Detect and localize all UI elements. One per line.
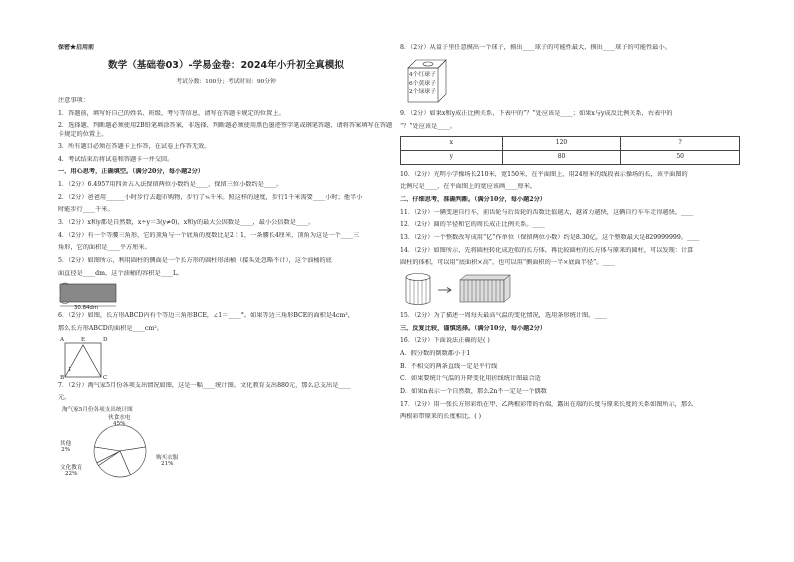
- section-heading: 二、仔细思考，准确判断。（满分10分，每小题2分）: [400, 195, 546, 203]
- option-c: C．如果要统计气温的升降变化用折线统计图最合适: [400, 375, 541, 383]
- proportion-table: [400, 136, 740, 165]
- table-cell: ?: [621, 136, 740, 150]
- section-heading: 三、反复比较，谨慎选择。（满分10分，每小题2分）: [400, 324, 546, 332]
- pie-label-name: 其他: [60, 441, 72, 448]
- table-cell: y: [401, 150, 503, 164]
- question-16: 16．（2分）下面说法正确的是( ): [400, 337, 490, 345]
- pie-slice-0: [94, 425, 145, 451]
- table-cell: 80: [502, 150, 621, 164]
- question-17: 17．（2分）用一张长方形彩纸在甲、乙两根彩带的右端，露出在端的长度与原来长度的关系如图所示，那么: [400, 400, 694, 408]
- question-8: 8．（2分）从盒子里任意摸出一个球子，摸出____球子的可能性最大，摸出____球子的可能性最小。: [400, 44, 671, 51]
- note-item: 1．答题前，填写好自己的姓名、班级、考号等信息，请写在答题卡规定的位置上。: [58, 109, 285, 117]
- pie-label-pct: 22%: [64, 471, 78, 478]
- pie-chart-figure: [58, 407, 208, 487]
- table-cell: 120: [502, 136, 621, 150]
- question-2-cont: 时能步行____千米。: [58, 206, 114, 214]
- secret-label: 保密★启用前: [58, 44, 95, 51]
- question-4-cont: 角形，它的面积是____平方厘米。: [58, 244, 151, 252]
- fraction-icon: ⁴⁄₅: [205, 194, 210, 201]
- pie-title: 淘气家5月份各项支出统计图: [62, 407, 133, 414]
- table-cell: 50: [621, 150, 740, 164]
- table-row: [401, 136, 740, 150]
- pie-label-education: [60, 465, 82, 477]
- rectangle-triangle-figure: [58, 338, 394, 382]
- point-label: D: [103, 336, 108, 343]
- pie-label-other: [60, 441, 71, 453]
- question-5-cont: 面直径是____dm，这个油桶的容积是____L。: [58, 269, 184, 277]
- cylinder-width-label: 30.84dm: [74, 305, 99, 312]
- pie-label-pct: 2%: [61, 447, 71, 454]
- angle-label: 1: [68, 366, 72, 373]
- question-7-cont: 元。: [58, 394, 71, 402]
- option-a: A．假分数的倒数都小于1: [400, 349, 471, 357]
- option-b: B．不相交的两条直线一定是平行线: [400, 362, 498, 370]
- box-item: 2个绿球子: [409, 89, 436, 96]
- pie-label-pct: 21%: [160, 461, 174, 468]
- question-13: 13．（2分）一个整数改写成用“亿”作单位（保留两位小数）约是8.30亿，这个整数最大是829999999。____: [400, 233, 700, 241]
- point-label: A: [60, 336, 65, 343]
- cylinder-net-figure: [58, 282, 394, 312]
- point-label: E: [81, 336, 86, 343]
- question-11: 11．（2分）一辆变速自行车，前齿轮与后齿轮的齿数比值越大，越省力越快，这辆自行车车走得越快。____: [400, 208, 694, 216]
- pie-label-pct: 45%: [112, 421, 126, 428]
- notes-heading: 注意事项：: [58, 96, 89, 104]
- left-column: [58, 44, 394, 487]
- pie-label-name: 伙食水电: [108, 415, 131, 422]
- note-item: 4．考试结束后将试卷和答题卡一并交回。: [58, 155, 174, 163]
- box-item: 6个黄球子: [409, 80, 436, 87]
- rectangle-triangle-diagram: [58, 338, 118, 382]
- point-label: B: [60, 374, 65, 381]
- box-item: 4个红球子: [409, 72, 436, 79]
- note-item: 3．所有题目必须在答题卡上作答，在试卷上作答无效。: [58, 143, 211, 151]
- exam-info: 考试分数：100分；考试时间：90分钟: [176, 79, 276, 86]
- cylinder-transform-diagram: [404, 272, 524, 306]
- question-12: 12．（2分）圆的半径和它的周长成正比例关系。____: [400, 221, 545, 229]
- right-column: [400, 44, 742, 426]
- question-14-cont: 圆柱的体积，可以用“底面积×高”，也可以用“侧面积的一半×底面半径”。____: [400, 259, 615, 267]
- table-row: [401, 150, 740, 164]
- question-5: 5．（2分）如图所示，利用圆柱的侧面是一个长方形的圆柱形油桶（接头处忽略不计），这个油桶的底: [58, 257, 332, 265]
- question-7: 7．（2分）淘气家5月份各项支出情况如图，这是一幅____统计图。文化教育支出880元，那么总支出是____: [58, 381, 351, 389]
- page-title: 数学（基础卷03）-学易金卷：2024年小升初全真模拟: [108, 60, 344, 72]
- pie-label-clothes: [156, 455, 178, 467]
- note-item: 2．选择题、判断题必须使用2B铅笔填涂答案，非选择、判断题必须使用黑色墨迹签字笔或钢笔答题，请将答案填写在答题卡规定的位置上。: [58, 122, 393, 138]
- ball-box-figure: [400, 58, 742, 104]
- cylinder-transform-figure: [400, 272, 742, 308]
- pie-label-name: 购买衣服: [156, 455, 179, 462]
- question-17-cont: 两根彩带原来的长度相比，( ): [400, 413, 482, 421]
- question-10: 10．（2分）光明小学操场长210米，宽150米，在平面图上，用24厘米的线段表示操场的长，该平面图的: [400, 170, 688, 178]
- question-4: 4．（2分）有一个等腰三角形，它的顶角与一个底角的度数比是2∶1，一条腰长4厘米，顶角为这是一个____三: [58, 231, 360, 239]
- option-d: D．如果n表示一个自然数，那么2n不一定是一个偶数: [400, 387, 547, 395]
- question-2-text-b: 千米。照这样的速度，步行1千米需要____小时；他半小: [209, 193, 363, 201]
- question-6: 6．（2分）如图，长方形ABCD内有个等边三角形BCE，∠1＝____°。如果等边三角形BCE的面积是4cm²，: [58, 312, 354, 320]
- pie-label-food: [108, 415, 130, 427]
- question-2-text-a: 2．（2分）爸爸用______小时步行去超市购物，步行了: [58, 193, 206, 201]
- question-1: 1．（2分）6.4957用四舍五入法保留两位小数约是____，保留三位小数约是____。: [58, 181, 283, 189]
- question-14: 14．（2分）如图所示，先将圆柱转化成近似的长方体，再比较圆柱的长方体与原来的圆柱，可以发现：计算: [400, 246, 694, 254]
- pie-label-name: 文化教育: [60, 465, 83, 472]
- point-label: C: [103, 374, 108, 381]
- question-2: [58, 194, 394, 202]
- question-6-cont: 那么长方形ABCD的面积是____cm²。: [58, 325, 163, 333]
- question-3: 3．（2分）x和y都是自然数，x÷y＝3(y≠0)，x和y的最大公因数是____，最小公倍数是____。: [58, 219, 315, 227]
- section-heading: 一、用心思考，正确填空。（满分20分，每小题2分）: [58, 168, 204, 176]
- question-9: 9．（2分）如果x和y成正比例关系，下表中的“？”处应该是____；如果x与y成反比例关系，右表中的: [400, 110, 673, 118]
- question-9-cont: “？”处应该是____。: [400, 123, 456, 131]
- table-cell: x: [401, 136, 503, 150]
- question-10-cont: 比例尺是____，在平面图上的宽应该画____厘米。: [400, 183, 537, 191]
- question-15: 15．（2分）为了描述一周每天最高气温的变化情况，选用条形统计图。____: [400, 311, 607, 319]
